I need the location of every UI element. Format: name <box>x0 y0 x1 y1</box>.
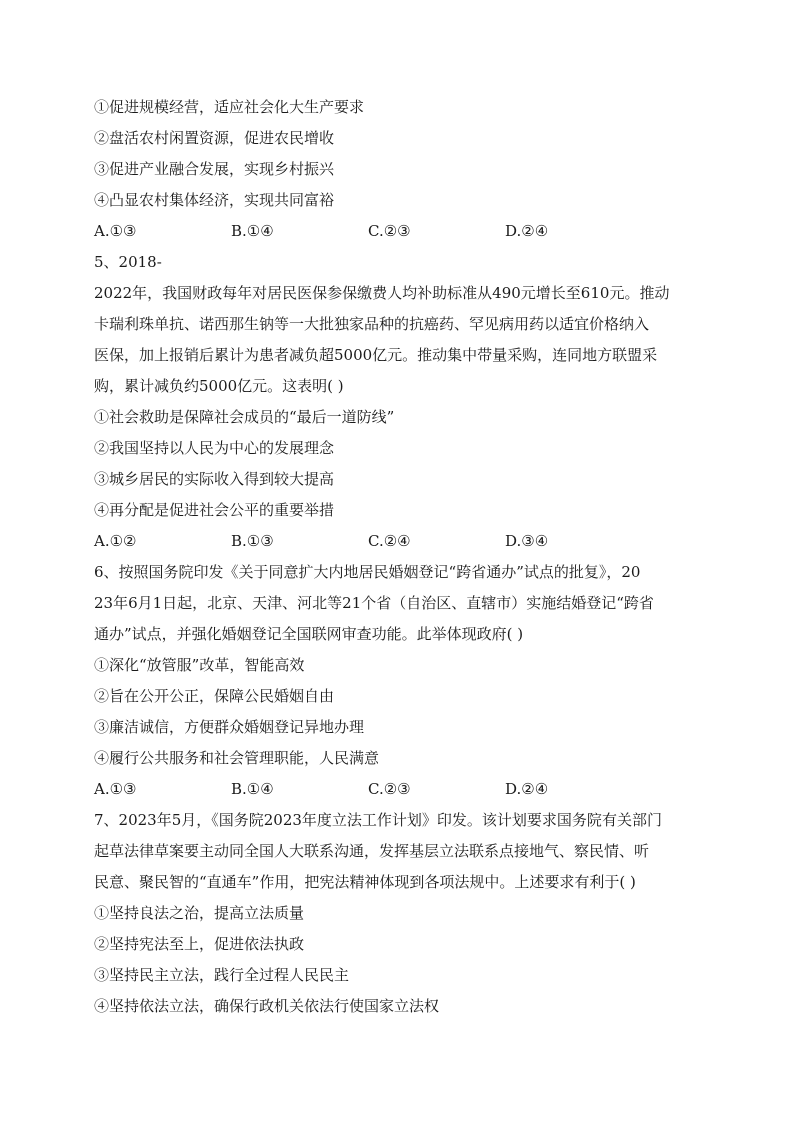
question-stem-line: 起草法律草案要主动同全国人大联系沟通，发挥基层立法联系点接地气、察民情、听 <box>94 842 650 860</box>
option-line: ②坚持宪法至上，促进依法执政 <box>94 935 305 953</box>
choice-a: A.①② <box>94 532 137 550</box>
option-line: ①社会救助是保障社会成员的“最后一道防线” <box>94 408 395 426</box>
option-line: ③促进产业融合发展，实现乡村振兴 <box>94 160 335 178</box>
question-stem-line: 2022年，我国财政每年对居民医保参保缴费人均补助标准从490元增长至610元。推动 <box>94 284 670 302</box>
option-line: ③城乡居民的实际收入得到较大提高 <box>94 470 335 488</box>
option-line: ④再分配是促进社会公平的重要举措 <box>94 501 335 519</box>
choice-d: D.②④ <box>505 222 549 240</box>
option-line: ④凸显农村集体经济，实现共同富裕 <box>94 191 335 209</box>
option-line: ②旨在公开公正，保障公民婚姻自由 <box>94 687 335 705</box>
choice-d: D.③④ <box>505 532 549 550</box>
option-line: ④坚持依法立法，确保行政机关依法行使国家立法权 <box>94 997 440 1015</box>
answer-choices <box>94 216 706 247</box>
option-line: ④履行公共服务和社会管理职能，人民满意 <box>94 749 380 767</box>
answer-choices <box>94 774 706 805</box>
question-stem-line: 购，累计减负约5000亿元。这表明( ) <box>94 377 344 395</box>
question-7 <box>94 805 706 1022</box>
question-stem-line: 5、2018- <box>94 253 162 271</box>
choice-c: C.②③ <box>368 222 411 240</box>
option-line: ②盘活农村闲置资源，促进农民增收 <box>94 129 335 147</box>
option-line: ③坚持民主立法，践行全过程人民民主 <box>94 966 350 984</box>
question-4 <box>94 92 706 247</box>
document-page <box>94 92 706 1022</box>
answer-choices <box>94 526 706 557</box>
choice-c: C.②③ <box>368 780 411 798</box>
question-stem-line: 7、2023年5月，《国务院2023年度立法工作计划》印发。该计划要求国务院有关部门 <box>94 811 662 829</box>
choice-b: B.①④ <box>231 222 274 240</box>
choice-c: C.②④ <box>368 532 411 550</box>
choice-b: B.①④ <box>231 780 274 798</box>
question-stem-line: 通办”试点，并强化婚姻登记全国联网审查功能。此举体现政府( ) <box>94 625 524 643</box>
question-stem-line: 民意、聚民智的“直通车”作用，把宪法精神体现到各项法规中。上述要求有利于( ) <box>94 873 636 891</box>
question-stem-line: 医保，加上报销后累计为患者减负超5000亿元。推动集中带量采购，连同地方联盟采 <box>94 346 658 364</box>
option-line: ①深化“放管服”改革，智能高效 <box>94 656 305 674</box>
question-stem-line: 6、按照国务院印发《关于同意扩大内地居民婚姻登记“跨省通办”试点的批复》，20 <box>94 563 641 581</box>
option-line: ①促进规模经营，适应社会化大生产要求 <box>94 98 365 116</box>
choice-b: B.①③ <box>231 532 274 550</box>
question-stem-line: 23年6月1日起，北京、天津、河北等21个省（自治区、直辖市）实施结婚登记“跨省 <box>94 594 654 612</box>
question-stem-line: 卡瑞利珠单抗、诺西那生钠等一大批独家品种的抗癌药、罕见病用药以适宜价格纳入 <box>94 315 650 333</box>
question-5 <box>94 247 706 557</box>
question-6 <box>94 557 706 805</box>
choice-a: A.①③ <box>94 780 137 798</box>
choice-a: A.①③ <box>94 222 137 240</box>
option-line: ③廉洁诚信，方便群众婚姻登记异地办理 <box>94 718 365 736</box>
choice-d: D.②④ <box>505 780 549 798</box>
option-line: ①坚持良法之治，提高立法质量 <box>94 904 305 922</box>
option-line: ②我国坚持以人民为中心的发展理念 <box>94 439 335 457</box>
